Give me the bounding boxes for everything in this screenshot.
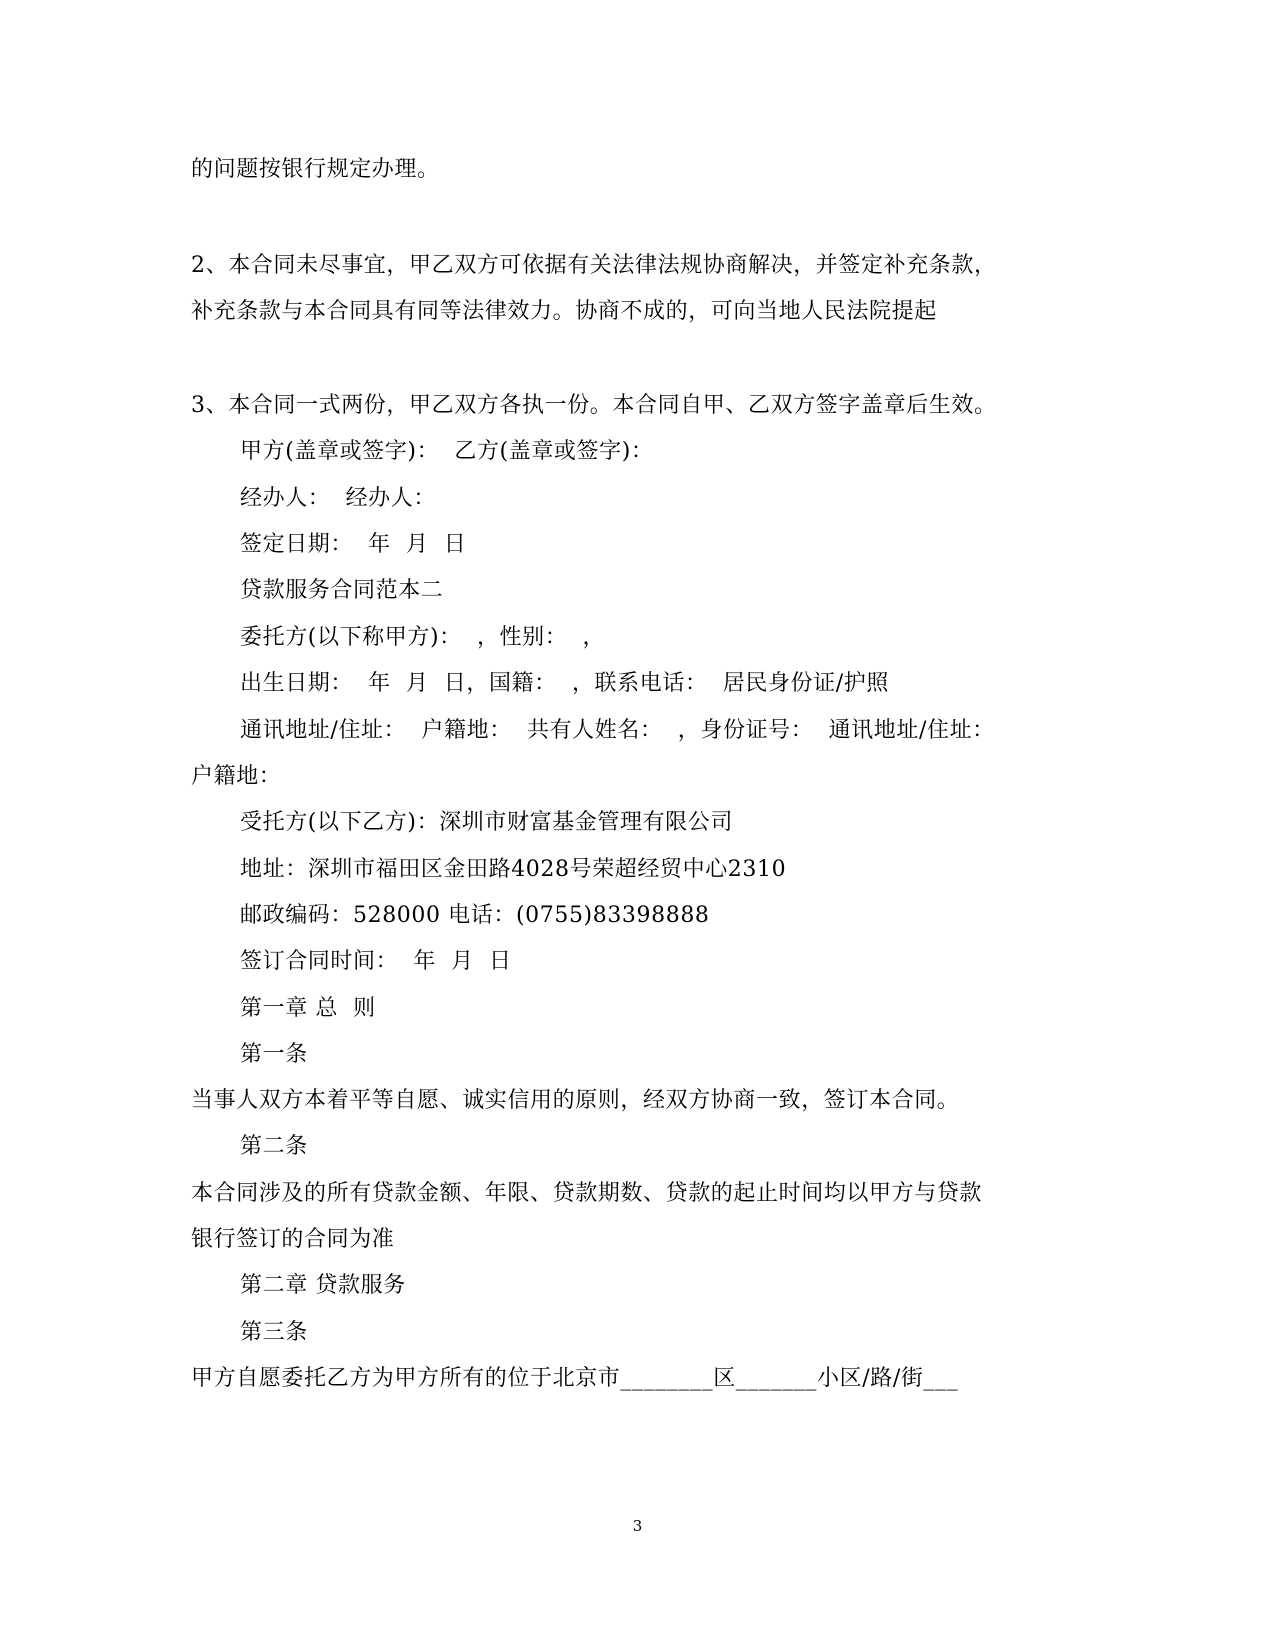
text-line: 邮政编码：528000 电话：(0755)83398888	[240, 903, 710, 928]
sign-date-line: 签定日期： 年 月 日	[240, 532, 467, 557]
text-line: 出生日期： 年 月 日，国籍： ，联系电话： 居民身份证/护照	[240, 671, 889, 696]
text-line: 地址：深圳市福田区金田路4028号荣超经贸中心2310	[240, 857, 787, 882]
text-line: 银行签订的合同为准	[191, 1227, 395, 1252]
text-line: 户籍地：	[191, 764, 282, 789]
text-line: 的问题按银行规定办理。	[191, 157, 440, 182]
chapter-heading: 第二章 贷款服务	[240, 1273, 406, 1298]
text-line: 补充条款与本合同具有同等法律效力。协商不成的，可向当地人民法院提起	[191, 299, 937, 324]
text-line: 甲方自愿委托乙方为甲方所有的位于北京市________区_______小区/路/街___	[191, 1366, 959, 1391]
page-number: 3	[632, 1517, 643, 1535]
text-line: 2、本合同未尽事宜，甲乙双方可依据有关法律法规协商解决，并签定补充条款，	[191, 253, 997, 278]
text-line: 本合同涉及的所有贷款金额、年限、贷款期数、贷款的起止时间均以甲方与贷款	[191, 1181, 983, 1206]
article-heading: 第一条	[240, 1042, 308, 1067]
text-line: 当事人双方本着平等自愿、诚实信用的原则，经双方协商一致，签订本合同。	[191, 1088, 960, 1113]
article-heading: 第二条	[240, 1134, 308, 1159]
text-line: 委托方(以下称甲方)： ，性别： ，	[240, 625, 606, 650]
text-line: 签订合同时间： 年 月 日	[240, 949, 512, 974]
article-heading: 第三条	[240, 1320, 308, 1345]
text-line: 受托方(以下乙方)：深圳市财富基金管理有限公司	[240, 810, 733, 835]
section-title: 贷款服务合同范本二	[240, 578, 444, 603]
text-line: 3、本合同一式两份，甲乙双方各执一份。本合同自甲、乙双方签字盖章后生效。	[191, 393, 997, 418]
signature-line-party-a-b: 甲方(盖章或签字)： 乙方(盖章或签字)：	[240, 439, 654, 464]
text-line: 通讯地址/住址： 户籍地： 共有人姓名： ，身份证号： 通讯地址/住址：	[240, 718, 995, 743]
handler-line: 经办人： 经办人：	[240, 486, 436, 511]
chapter-heading: 第一章 总 则	[240, 996, 376, 1021]
